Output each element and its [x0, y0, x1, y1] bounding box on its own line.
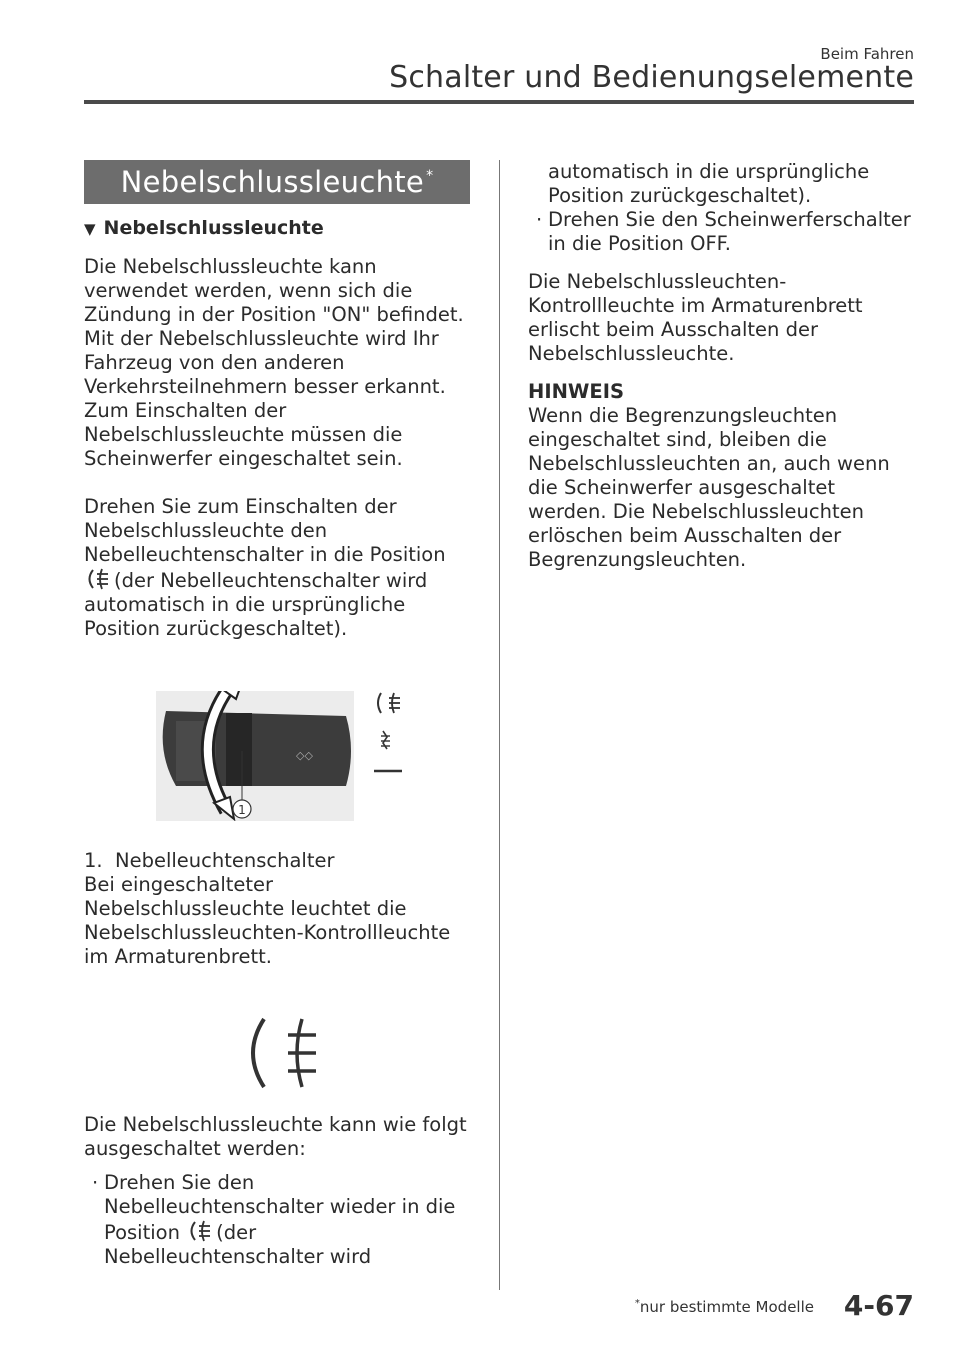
rear-fog-position-icon	[378, 693, 400, 713]
switch-figure	[84, 651, 474, 849]
note-text: Wenn die Begrenzungsleuchten eingeschaltet sind, bleiben die Nebelschlussleuchten an, auch wenn die Scheinwerfer ausgeschaltet werden. Die Nebelschlussleuchten erlöschen beim Ausschalten der Begrenzungsleuchten.	[528, 404, 890, 571]
caption-text: Bei eingeschalteter Nebelschlussleuchte leuchtet die Nebelschlussleuchten-Kontrollleuchte im Armaturenbrett.	[84, 873, 451, 968]
bullet-1-d: Nebelleuchtenschalter wird	[104, 1245, 372, 1268]
bullet-1-continued: automatisch in die ursprüngliche Position zurückgeschaltet).	[548, 160, 870, 207]
page-number: 4-67	[843, 1289, 914, 1322]
paragraph-5: Die Nebelschlussleuchte kann wie folgt ausgeschaltet werden:	[84, 1113, 467, 1160]
footnote-text: nur bestimmte Modelle	[639, 1298, 814, 1316]
banner-asterisk: *	[426, 168, 434, 184]
column-divider	[499, 160, 500, 1290]
bullet-1-c: (der	[216, 1221, 257, 1244]
caption-label: Nebelleuchtenschalter	[115, 849, 335, 872]
rear-fog-light-icon	[84, 567, 110, 591]
caption-number: 1.	[84, 849, 103, 872]
paragraph-2: Mit der Nebelschlussleuchte wird Ihr Fahrzeug von den anderen Verkehrsteilnehmern besser erkannt.	[84, 327, 446, 398]
triangle-down-icon: ▼	[84, 220, 96, 238]
caption-title	[84, 849, 474, 873]
figure-callout: 1	[238, 803, 246, 817]
footnote-mark: *	[634, 1298, 640, 1309]
note-heading: HINWEIS	[528, 380, 625, 403]
rear-fog-indicator-icon	[236, 1013, 326, 1093]
banner-title: Nebelschlussleuchte	[120, 165, 425, 199]
header-rule	[84, 100, 914, 104]
bullet-1: · Drehen Sie den Nebelleuchtenschalter wieder in die Position (der Nebelleuchtenschalter wird	[92, 1171, 456, 1268]
bullet-2: · Drehen Sie den Scheinwerferschalter in die Position OFF.	[536, 208, 911, 255]
header-title: Schalter und Bedienungselemente	[389, 60, 914, 95]
switch-photo	[156, 691, 354, 821]
paragraph-3: Zum Einschalten der Nebelschlussleuchte müssen die Scheinwerfer eingeschaltet sein.	[84, 399, 403, 470]
svg-text:◇◇: ◇◇	[296, 749, 313, 762]
paragraph-4	[84, 495, 474, 641]
bullet-1-a: Drehen Sie den Nebelleuchtenschalter wieder in die	[104, 1171, 456, 1218]
section-banner	[84, 160, 470, 204]
paragraph-1: Die Nebelschlussleuchte kann verwendet werden, wenn sich die Zündung in der Position "ON" befindet.	[84, 255, 464, 326]
footnote	[635, 1298, 814, 1316]
rear-fog-light-icon	[186, 1219, 212, 1243]
bullet-2-text: Drehen Sie den Scheinwerferschalter in die Position OFF.	[548, 208, 911, 255]
bullet-1-b: Position	[104, 1221, 180, 1244]
paragraph-4-before: Drehen Sie zum Einschalten der Nebelschlussleuchte den Nebelleuchtenschalter in die Position	[84, 495, 446, 566]
front-fog-position-icon	[381, 731, 390, 749]
right-column	[528, 160, 918, 572]
left-column	[84, 160, 474, 1269]
switch-position-icons	[372, 691, 412, 801]
paragraph-6: Die Nebelschlussleuchten-Kontrollleuchte im Armaturenbrett erlischt beim Ausschalten der Nebelschlussleuchte.	[528, 270, 863, 365]
subheading	[84, 216, 474, 241]
header-section: Beim Fahren	[820, 45, 914, 63]
paragraph-4-after: (der Nebelleuchtenschalter wird automatisch in die ursprüngliche Position zurückgeschaltet).	[84, 569, 428, 640]
lever-illustration	[156, 691, 354, 821]
subheading-text: Nebelschlussleuchte	[103, 217, 324, 239]
